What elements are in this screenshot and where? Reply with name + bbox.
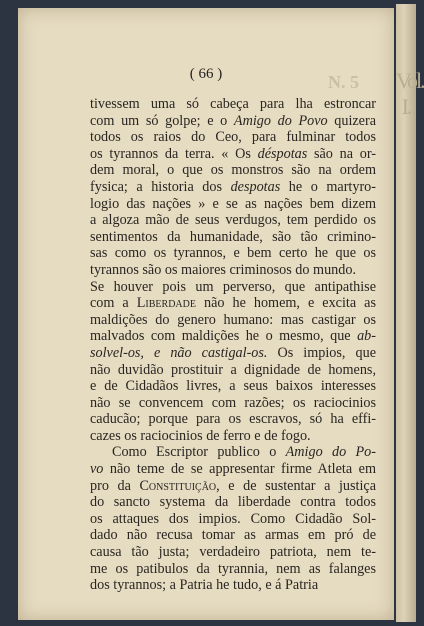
text-line [90,328,376,345]
text-line [90,561,376,578]
text-line [90,212,376,229]
bleed-through-mark: N. 5 [328,72,359,92]
text-run: dem moral, o que os monstros são na ordem [90,162,376,179]
page-body-text [90,96,376,594]
text-run: dos tyrannos; a Patria he tudo, e á Patria [90,577,319,594]
text-run: e de Cidadãos livres, a seus baixos interesses [90,378,376,395]
text-line [90,411,376,428]
text-run: déspotas [257,145,308,162]
text-run: me os patibulos da tyrannia, nem as falanges [90,560,376,577]
edge-bleed-text: Vol. I. [396,68,424,119]
text-line [90,196,376,213]
text-line [90,113,376,130]
text-line [90,129,376,146]
text-line [90,428,376,445]
text-line [90,162,376,179]
text-run: cazes os raciocinios de ferro e de fogo. [90,427,311,444]
text-run: Como Escriptor publico o [112,444,286,461]
text-run: Amigo do Povo [233,112,328,129]
text-line [90,312,376,329]
adjacent-page-edge [396,4,424,622]
text-run: não duvidão prostituir a dignidade de homens, [90,361,376,378]
text-run: são na or- [307,145,376,162]
text-line [90,378,376,395]
text-line [90,444,376,461]
text-run: despotas [230,178,281,195]
text-line [90,362,376,379]
text-line [90,345,376,362]
text-run: do sancto systema da liberdade contra todos [90,494,376,511]
text-run: não teme de se appresentar firme Atleta em [103,461,376,478]
text-run: com um só golpe; e o [90,112,234,129]
text-run: caducão; porque para os escravos, só ha effi- [90,411,376,428]
text-run: solvel-os, e não castigal-os. [90,344,268,361]
text-run: todos os raios do Ceo, para fulminar todos [90,129,376,146]
text-run: causa tão justa; verdadeiro patriota, nem te- [90,544,376,561]
text-run: malvados com maldições he o mesmo, que [90,328,358,345]
text-line [90,229,376,246]
text-run: não he homem, e excita as [195,295,376,312]
text-line [90,146,376,163]
text-run: os tyrannos da terra. « Os [90,145,258,162]
text-run: sas como os tyrannos, e bem certo he que os [90,245,376,262]
text-run: os attaques dos impios. Como Cidadão Sol- [90,510,376,527]
text-run: sentimentos da humanidade, são tão crimino- [90,228,376,245]
text-line [90,295,376,312]
text-line [90,577,376,594]
book-page [18,8,394,620]
text-line [90,494,376,511]
text-run: ab- [357,328,376,345]
text-run: Se houver pois um perverso, que antipathise [90,278,376,295]
text-run: tivessem uma só cabeça para lha estroncar [90,96,376,112]
text-run: vo [90,461,104,478]
text-run: Os impios, que [267,344,376,361]
text-line [90,461,376,478]
text-line [90,544,376,561]
text-run: Constituição [139,477,217,494]
text-run: tyrannos são os maiores criminosos do mundo. [90,261,356,278]
text-run: he o martyro- [280,178,376,195]
text-run: quizera [327,112,377,129]
text-run: com a [90,295,137,312]
text-line [90,395,376,412]
text-run: , e de sustentar a justiça [216,477,376,494]
text-line [90,527,376,544]
text-line [90,245,376,262]
text-run: pro da [90,477,140,494]
text-run: dado não recusa tomar as armas em pró de [90,527,376,544]
text-run: Liberdade [136,295,196,312]
text-run: não se convencem com razões; os raciocinios [90,394,376,411]
text-run: fysica; a historia dos [90,178,231,195]
text-line [90,262,376,279]
text-run: Amigo do Po- [285,444,376,461]
text-line [90,511,376,528]
text-line [90,179,376,196]
page-number: ( 66 ) [189,66,223,82]
text-line [90,96,376,113]
text-line [90,478,376,495]
text-line [90,279,376,296]
text-run: logio das nações » e se as nações bem dizem [90,195,376,212]
text-run: maldições do genero humano: mas castigar os [90,311,376,328]
text-run: a algoza mão de seus verdugos, tem perdido os [90,212,376,229]
